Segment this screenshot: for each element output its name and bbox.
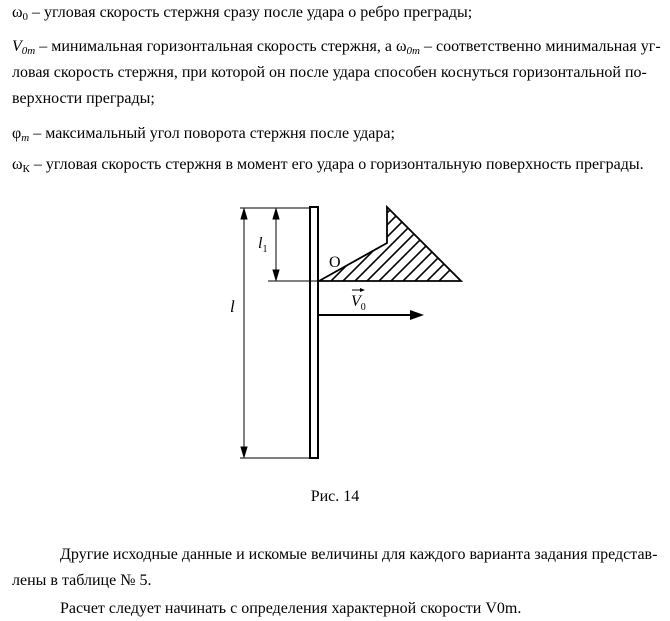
v0m-subscript: 0m (21, 45, 36, 57)
phim-description: – максимальный угол поворота стержня после удара; (29, 125, 395, 142)
definition-v0m (12, 38, 661, 57)
v-symbol: V (12, 38, 22, 55)
definition-v0m-line3: верхности преграды; (12, 90, 155, 107)
omega0m-symbol: ω (395, 38, 407, 55)
paragraph-1-line-2: лены в таблице № 5. (12, 572, 152, 589)
omega0m-subscript: 0m (406, 45, 420, 57)
paragraph-1-line-1: Другие исходные данные и искомые величины для каждого варианта задания представ- (60, 546, 658, 563)
definition-phim (12, 125, 395, 144)
label-V0 (351, 288, 366, 313)
definition-v0m-line2: ловая скорость стержня, при которой он после удара способен коснуться горизонтальной по- (12, 64, 647, 81)
rod (310, 207, 318, 458)
label-l1: $l_1$ (258, 235, 268, 255)
omegaK-subscript: К (22, 163, 30, 175)
omega-symbol: ω (12, 4, 23, 21)
velocity-arrow (318, 310, 424, 320)
omega0-description: – угловая скорость стержня сразу после удара о ребро преграды; (28, 4, 473, 21)
phi-symbol: φ (12, 125, 22, 142)
figure-caption: Рис. 14 (310, 488, 360, 505)
definition-omegaK (12, 156, 644, 175)
svg-text:V0: $V_0$ (351, 293, 366, 313)
omegaK-symbol: ω (12, 156, 23, 173)
v0m-description-part2: – соответственно минимальная уг- (419, 38, 661, 55)
label-l: l (230, 297, 235, 316)
label-O: O (329, 254, 341, 271)
omegaK-description: – угловая скорость стержня в момент его удара о горизонтальную поверхность преграды. (29, 156, 644, 173)
v0m-description-part1: – минимальная горизонтальная скорость стержня, а (35, 38, 396, 55)
paragraph-2: Расчет следует начинать с определения характерной скорости V0m. (60, 600, 522, 617)
definition-omega0 (12, 4, 472, 23)
rod-impact-diagram (0, 195, 670, 480)
phim-subscript: m (21, 132, 30, 144)
omega0-subscript: 0 (22, 11, 29, 23)
dimension-l (240, 208, 310, 458)
